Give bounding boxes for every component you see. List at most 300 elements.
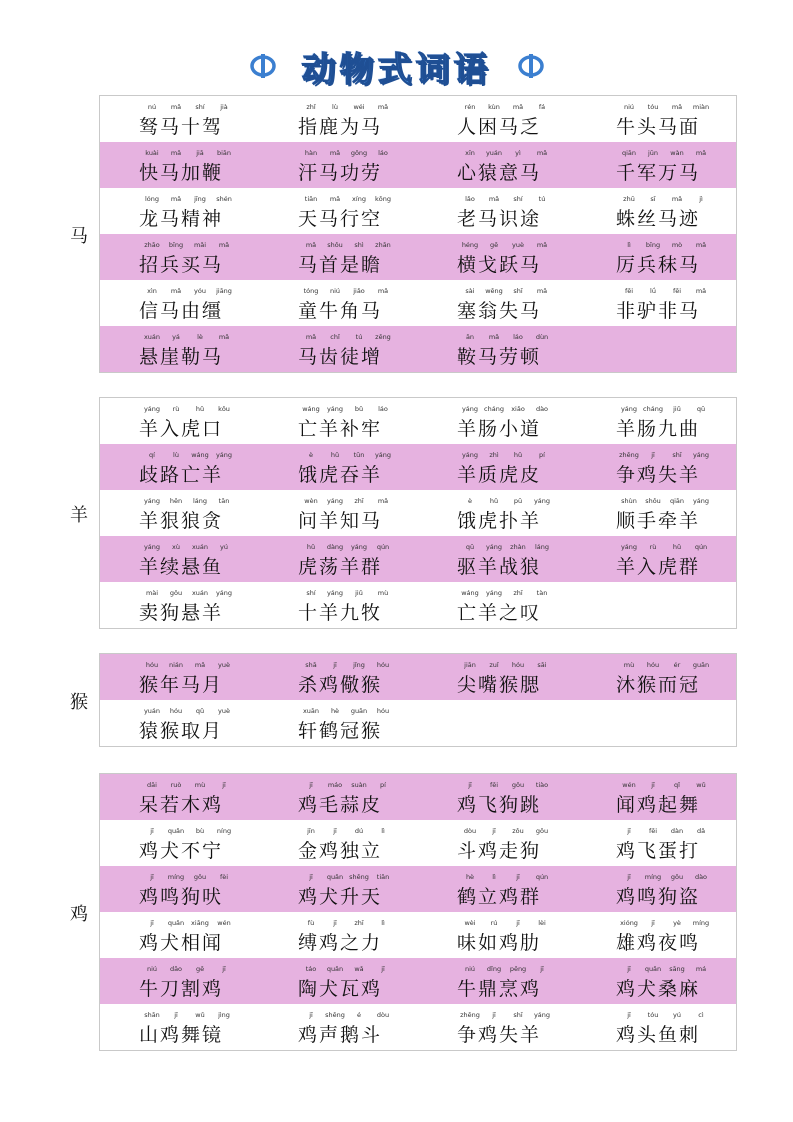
pinyin-syllable: jī	[540, 965, 544, 973]
pinyin-syllable: jǐng	[353, 661, 365, 669]
pinyin-syllable: mù	[194, 781, 206, 789]
pinyin-syllable: mǎ	[512, 103, 524, 111]
pinyin-syllable: xióng	[620, 919, 638, 927]
pinyin-syllable: jūn	[647, 149, 659, 157]
pinyin-syllable: quǎn	[326, 965, 344, 973]
idiom-cell	[577, 188, 736, 234]
pinyin-syllable: quǎn	[326, 873, 344, 881]
pinyin-syllable: hè	[465, 873, 475, 881]
pinyin-syllable: rù	[649, 543, 657, 551]
pinyin-syllable: yóu	[194, 287, 206, 295]
idiom-word: 牛鼎烹鸡	[457, 978, 542, 1000]
idiom-word: 羊狠狼贪	[139, 510, 224, 532]
pinyin-syllable: dàn	[670, 827, 684, 835]
pinyin-syllable: dòu	[463, 827, 477, 835]
pinyin-syllable: máo	[327, 781, 343, 789]
idiom-pinyin	[458, 149, 554, 157]
idiom-cell	[577, 142, 736, 188]
idiom-cell	[100, 280, 259, 326]
pinyin-syllable: jī	[627, 1011, 631, 1019]
pinyin-syllable: qún	[535, 873, 549, 881]
idiom-cell	[418, 700, 577, 746]
idiom-row	[100, 444, 736, 490]
pinyin-syllable: shēng	[325, 1011, 345, 1019]
pinyin-syllable: yáng	[143, 543, 161, 551]
idiom-pinyin	[458, 287, 554, 295]
pinyin-syllable: mǎ	[329, 149, 341, 157]
idiom-row	[100, 536, 736, 582]
pinyin-syllable: jī	[627, 827, 631, 835]
pinyin-syllable: yáng	[215, 589, 233, 597]
pinyin-syllable: mǎ	[488, 333, 500, 341]
pinyin-syllable: zuǐ	[489, 661, 499, 669]
idiom-pinyin	[458, 195, 554, 203]
pinyin-syllable: tūn	[353, 451, 365, 459]
idiom-pinyin	[299, 873, 395, 881]
pinyin-syllable: láo	[378, 405, 388, 413]
pinyin-syllable: jī	[651, 781, 655, 789]
pinyin-syllable: mǎ	[377, 497, 389, 505]
pinyin-syllable: mǎ	[170, 103, 182, 111]
idiom-word: 横戈跃马	[457, 254, 542, 276]
pinyin-syllable: lǘ	[650, 287, 656, 295]
pinyin-syllable: hóu	[646, 661, 660, 669]
pinyin-syllable: mǎ	[488, 195, 500, 203]
idiom-cell	[418, 188, 577, 234]
idiom-pinyin	[140, 103, 236, 111]
idiom-word: 快马加鞭	[139, 162, 224, 184]
pinyin-syllable: jī	[309, 1011, 313, 1019]
idiom-word: 鸡飞蛋打	[616, 840, 701, 862]
idiom-pinyin	[140, 543, 236, 551]
idiom-word: 龙马精神	[139, 208, 224, 230]
idiom-section	[99, 95, 737, 373]
pinyin-syllable: fēi	[489, 781, 499, 789]
idiom-word: 呆若木鸡	[139, 794, 224, 816]
pinyin-syllable: hàn	[304, 149, 318, 157]
idiom-pinyin	[617, 149, 713, 157]
pinyin-syllable: dǐng	[486, 965, 502, 973]
idiom-word: 鸡犬不宁	[139, 840, 224, 862]
idiom-cell	[100, 820, 259, 866]
idiom-word: 马齿徒增	[298, 346, 383, 368]
pinyin-syllable: dào	[535, 405, 549, 413]
idiom-cell	[259, 398, 418, 444]
pinyin-syllable: quǎn	[167, 827, 185, 835]
pinyin-syllable: jī	[516, 873, 520, 881]
pinyin-syllable: má	[695, 965, 707, 973]
pinyin-syllable: kùn	[488, 103, 500, 111]
idiom-word: 陶犬瓦鸡	[298, 978, 383, 1000]
idiom-section	[99, 397, 737, 629]
pinyin-syllable: yáng	[485, 589, 503, 597]
idiom-cell	[418, 774, 577, 820]
pinyin-syllable: xiǎo	[511, 405, 525, 413]
page-header	[0, 38, 793, 94]
idiom-cell	[418, 234, 577, 280]
idiom-word: 亡羊之叹	[457, 602, 542, 624]
pinyin-syllable: gē	[195, 965, 205, 973]
idiom-word: 鸡鸣狗盗	[616, 886, 701, 908]
idiom-cell	[418, 326, 577, 372]
idiom-pinyin	[617, 781, 713, 789]
idiom-cell	[100, 490, 259, 536]
pinyin-syllable: niú	[623, 103, 635, 111]
pinyin-syllable: yì	[515, 149, 521, 157]
pinyin-syllable: sāng	[669, 965, 685, 973]
idiom-pinyin	[299, 287, 395, 295]
pinyin-syllable: tàn	[536, 589, 548, 597]
idiom-cell	[418, 142, 577, 188]
idiom-pinyin	[140, 827, 236, 835]
idiom-cell	[259, 536, 418, 582]
idiom-word: 鸡鸣狗吠	[139, 886, 224, 908]
idiom-cell	[577, 326, 736, 372]
pinyin-syllable: zhǐ	[306, 103, 316, 111]
pinyin-syllable: mò	[671, 241, 683, 249]
pinyin-syllable: nú	[147, 103, 157, 111]
animal-label: 猴	[70, 692, 88, 713]
idiom-word: 鸡犬升天	[298, 886, 383, 908]
idiom-cell	[100, 234, 259, 280]
idiom-word: 杀鸡儆猴	[298, 674, 383, 696]
pinyin-syllable: ān	[465, 333, 475, 341]
pinyin-syllable: shí	[195, 103, 205, 111]
pinyin-syllable: jī	[381, 965, 385, 973]
idiom-cell	[259, 582, 418, 628]
pinyin-syllable: jī	[492, 827, 496, 835]
pinyin-syllable: yáng	[485, 543, 503, 551]
idiom-word: 鸡犬相闻	[139, 932, 224, 954]
pinyin-syllable: mǎ	[671, 195, 683, 203]
pinyin-syllable: shí	[306, 589, 316, 597]
pinyin-syllable: qiān	[669, 497, 685, 505]
pinyin-syllable: miàn	[692, 103, 710, 111]
title-ornament-left-icon	[250, 53, 276, 79]
idiom-word: 牛头马面	[616, 116, 701, 138]
idiom-word: 千军万马	[616, 162, 701, 184]
pinyin-syllable: shān	[144, 1011, 160, 1019]
idiom-pinyin	[299, 103, 395, 111]
pinyin-syllable: wǔ	[195, 1011, 205, 1019]
idiom-cell	[100, 96, 259, 142]
pinyin-syllable: mù	[377, 589, 389, 597]
pinyin-syllable: zhī	[513, 589, 523, 597]
pinyin-syllable: lì	[381, 827, 385, 835]
pinyin-syllable: mǎ	[536, 149, 548, 157]
idiom-word: 驱羊战狼	[457, 556, 542, 578]
idiom-word: 羊肠小道	[457, 418, 542, 440]
idiom-row	[100, 700, 736, 746]
pinyin-syllable: hóu	[376, 707, 390, 715]
pinyin-syllable: shí	[513, 195, 523, 203]
animal-label: 马	[70, 226, 88, 247]
idiom-row	[100, 912, 736, 958]
idiom-pinyin	[299, 661, 395, 669]
pinyin-syllable: mǎi	[193, 241, 207, 249]
pinyin-syllable: tiān	[376, 873, 390, 881]
pinyin-syllable: láng	[192, 497, 208, 505]
idiom-word: 十羊九牧	[298, 602, 383, 624]
pinyin-syllable: jì	[699, 195, 703, 203]
pinyin-syllable: yáng	[326, 589, 344, 597]
pinyin-syllable: gǒu	[169, 589, 183, 597]
pinyin-syllable: yè	[673, 919, 681, 927]
pinyin-syllable: tóu	[647, 103, 659, 111]
pinyin-syllable: míng	[692, 919, 710, 927]
pinyin-syllable: rén	[464, 103, 476, 111]
idiom-section	[99, 773, 737, 1051]
idiom-word: 非驴非马	[616, 300, 701, 322]
idiom-word: 天马行空	[298, 208, 383, 230]
idiom-row	[100, 188, 736, 234]
pinyin-syllable: yáng	[215, 451, 233, 459]
idiom-word: 驽马十驾	[139, 116, 224, 138]
pinyin-syllable: xuán	[191, 543, 209, 551]
title-ornament-right-icon	[518, 53, 544, 79]
idiom-cell	[577, 444, 736, 490]
pinyin-syllable: fēi	[624, 287, 634, 295]
idiom-word: 厉兵秣马	[616, 254, 701, 276]
pinyin-syllable: yáng	[143, 497, 161, 505]
pinyin-syllable: kuài	[145, 149, 159, 157]
idiom-word: 沐猴而冠	[616, 674, 701, 696]
pinyin-syllable: wàn	[670, 149, 684, 157]
pinyin-syllable: jià	[220, 103, 228, 111]
pinyin-syllable: jī	[492, 1011, 496, 1019]
pinyin-syllable: lèi	[538, 919, 546, 927]
idiom-word: 鹤立鸡群	[457, 886, 542, 908]
pinyin-syllable: hóu	[169, 707, 183, 715]
pinyin-syllable: héng	[461, 241, 479, 249]
pinyin-syllable: jī	[468, 781, 472, 789]
pinyin-syllable: jī	[150, 873, 154, 881]
pinyin-syllable: yáng	[326, 405, 344, 413]
idiom-word: 老马识途	[457, 208, 542, 230]
pinyin-syllable: xuán	[143, 333, 161, 341]
pinyin-syllable: mǎ	[170, 195, 182, 203]
pinyin-syllable: yú	[220, 543, 228, 551]
idiom-pinyin	[458, 661, 554, 669]
pinyin-syllable: míng	[167, 873, 185, 881]
idiom-pinyin	[458, 497, 554, 505]
pinyin-syllable: zhēng	[460, 1011, 480, 1019]
pinyin-syllable: yáng	[620, 405, 638, 413]
pinyin-syllable: dú	[354, 827, 364, 835]
idiom-cell	[259, 142, 418, 188]
pinyin-syllable: qí	[149, 451, 155, 459]
pinyin-syllable: lǎo	[465, 195, 475, 203]
pinyin-syllable: lì	[627, 241, 631, 249]
idiom-pinyin	[458, 873, 554, 881]
idiom-word: 童牛角马	[298, 300, 383, 322]
idiom-cell	[418, 820, 577, 866]
pinyin-syllable: lè	[197, 333, 203, 341]
idiom-word: 争鸡失羊	[616, 464, 701, 486]
idiom-cell	[577, 958, 736, 1004]
pinyin-syllable: mǎ	[194, 661, 206, 669]
idiom-word: 虎荡羊群	[298, 556, 383, 578]
pinyin-syllable: jī	[516, 919, 520, 927]
pinyin-syllable: láo	[513, 333, 523, 341]
pinyin-syllable: jī	[222, 965, 226, 973]
pinyin-syllable: è	[309, 451, 313, 459]
pinyin-syllable: lì	[492, 873, 496, 881]
idiom-pinyin	[299, 965, 395, 973]
pinyin-syllable: jī	[651, 919, 655, 927]
idiom-pinyin	[299, 451, 395, 459]
pinyin-syllable: wèi	[464, 919, 476, 927]
animal-label: 羊	[70, 505, 88, 526]
pinyin-syllable: é	[357, 1011, 361, 1019]
pinyin-syllable: rú	[490, 919, 498, 927]
pinyin-syllable: zhī	[354, 919, 364, 927]
idiom-pinyin	[140, 707, 236, 715]
idiom-pinyin	[299, 405, 395, 413]
pinyin-syllable: zhì	[489, 451, 499, 459]
pinyin-syllable: fēi	[672, 287, 682, 295]
idiom-cell	[259, 774, 418, 820]
idiom-word: 鸡犬桑麻	[616, 978, 701, 1000]
pinyin-syllable: zēng	[375, 333, 391, 341]
pinyin-syllable: xù	[172, 543, 180, 551]
pinyin-syllable: yá	[172, 333, 180, 341]
pinyin-syllable: jī	[627, 873, 631, 881]
idiom-pinyin	[617, 287, 713, 295]
idiom-cell	[577, 582, 736, 628]
pinyin-syllable: bīng	[168, 241, 184, 249]
idiom-pinyin	[299, 827, 395, 835]
idiom-pinyin	[617, 497, 713, 505]
idiom-row	[100, 866, 736, 912]
pinyin-syllable: wén	[622, 781, 636, 789]
idiom-cell	[418, 96, 577, 142]
idiom-word: 汗马功劳	[298, 162, 383, 184]
idiom-pinyin	[299, 333, 395, 341]
pinyin-syllable: hěn	[169, 497, 183, 505]
pinyin-syllable: yuè	[218, 707, 230, 715]
pinyin-syllable: bīng	[645, 241, 661, 249]
pinyin-syllable: jī	[651, 451, 655, 459]
idiom-cell	[418, 582, 577, 628]
idiom-word: 亡羊补牢	[298, 418, 383, 440]
pinyin-syllable: wǎ	[354, 965, 364, 973]
idiom-row	[100, 654, 736, 700]
pinyin-syllable: tú	[538, 195, 546, 203]
idiom-cell	[418, 1004, 577, 1050]
pinyin-syllable: mǎ	[305, 241, 317, 249]
pinyin-syllable: wáng	[461, 589, 479, 597]
pinyin-syllable: qū	[465, 543, 475, 551]
idiom-pinyin	[140, 919, 236, 927]
pinyin-syllable: wéi	[353, 103, 365, 111]
pinyin-syllable: mǎ	[305, 333, 317, 341]
pinyin-syllable: cháng	[484, 405, 504, 413]
pinyin-syllable: yuán	[143, 707, 161, 715]
idiom-word: 羊入虎口	[139, 418, 224, 440]
idiom-pinyin	[140, 241, 236, 249]
idiom-pinyin	[617, 1011, 713, 1019]
pinyin-syllable: lóng	[144, 195, 160, 203]
idiom-cell	[100, 582, 259, 628]
pinyin-syllable: chǐ	[330, 333, 340, 341]
pinyin-syllable: dùn	[535, 333, 549, 341]
idiom-pinyin	[617, 241, 713, 249]
pinyin-syllable: sāi	[537, 661, 547, 669]
pinyin-syllable: mǎ	[218, 333, 230, 341]
pinyin-syllable: mǎ	[170, 287, 182, 295]
pinyin-syllable: shī	[513, 1011, 523, 1019]
idiom-row	[100, 1004, 736, 1050]
idiom-cell	[418, 490, 577, 536]
pinyin-syllable: jìng	[218, 1011, 230, 1019]
idiom-cell	[577, 490, 736, 536]
pinyin-syllable: yuán	[485, 149, 503, 157]
pinyin-syllable: zhī	[354, 497, 364, 505]
idiom-pinyin	[458, 827, 554, 835]
idiom-cell	[100, 774, 259, 820]
idiom-pinyin	[617, 103, 713, 111]
pinyin-syllable: shì	[354, 241, 364, 249]
idiom-pinyin	[299, 781, 395, 789]
pinyin-syllable: hǔ	[306, 543, 316, 551]
pinyin-syllable: nián	[168, 661, 184, 669]
idiom-cell	[100, 326, 259, 372]
idiom-cell	[259, 1004, 418, 1050]
pinyin-syllable: yáng	[350, 543, 368, 551]
idiom-pinyin	[140, 1011, 236, 1019]
idiom-word: 鸡毛蒜皮	[298, 794, 383, 816]
pinyin-syllable: gǒu	[670, 873, 684, 881]
pinyin-syllable: qiān	[621, 149, 637, 157]
idiom-word: 争鸡失羊	[457, 1024, 542, 1046]
idiom-pinyin	[299, 1011, 395, 1019]
idiom-cell	[577, 1004, 736, 1050]
idiom-cell	[100, 444, 259, 490]
idiom-cell	[577, 280, 736, 326]
pinyin-syllable: shǒu	[327, 241, 343, 249]
pinyin-syllable: suàn	[351, 781, 367, 789]
pinyin-syllable: dāo	[169, 965, 183, 973]
pinyin-syllable: xíng	[352, 195, 366, 203]
pinyin-syllable: níng	[216, 827, 232, 835]
pinyin-syllable: zhāo	[144, 241, 160, 249]
pinyin-syllable: kōng	[375, 195, 391, 203]
idiom-pinyin	[140, 873, 236, 881]
idiom-word: 信马由缰	[139, 300, 224, 322]
pinyin-syllable: míng	[644, 873, 662, 881]
idiom-cell	[577, 654, 736, 700]
idiom-word: 鸡声鹅斗	[298, 1024, 383, 1046]
pinyin-syllable: xuān	[302, 707, 320, 715]
pinyin-syllable: tóng	[303, 287, 319, 295]
pinyin-syllable: mài	[145, 589, 159, 597]
idiom-word: 猴年马月	[139, 674, 224, 696]
pinyin-syllable: jī	[222, 781, 226, 789]
pinyin-syllable: wèn	[304, 497, 318, 505]
pinyin-syllable: hóu	[376, 661, 390, 669]
idiom-cell	[577, 398, 736, 444]
pinyin-syllable: jī	[627, 965, 631, 973]
pinyin-syllable: zhàn	[510, 543, 526, 551]
pinyin-syllable: qún	[694, 543, 708, 551]
pinyin-syllable: yáng	[461, 405, 479, 413]
idiom-cell	[100, 398, 259, 444]
pinyin-syllable: hǔ	[195, 405, 205, 413]
pinyin-syllable: mǎ	[329, 195, 341, 203]
pinyin-syllable: wáng	[302, 405, 320, 413]
pinyin-syllable: mǎ	[170, 149, 182, 157]
